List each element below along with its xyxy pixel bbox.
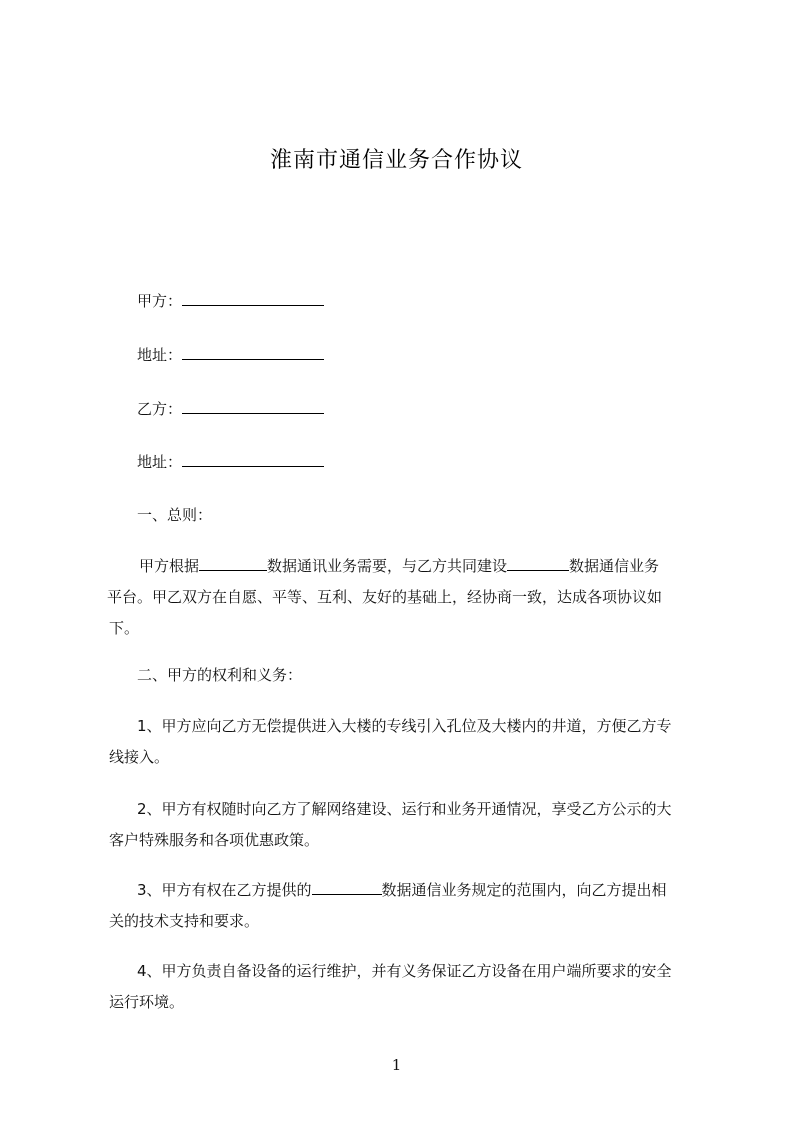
item3-line-2: 关的技术支持和要求。 — [109, 912, 260, 930]
section-party-a-heading: 二、甲方的权利和义务： — [137, 666, 303, 684]
party-a-item-3 — [107, 875, 713, 937]
item1-line-1: 1、甲方应向乙方无偿提供进入大楼的专线引入孔位及大楼内的井道，方便乙方专 — [137, 717, 672, 735]
party-a-blank[interactable] — [182, 291, 324, 306]
party-b-blank[interactable] — [182, 399, 324, 414]
party-a-label: 甲方： — [137, 292, 183, 310]
party-b-address-field — [137, 452, 324, 472]
party-a-address-label: 地址： — [137, 346, 183, 364]
general-text-a: 甲方根据 — [139, 557, 200, 575]
party-b-field — [137, 399, 324, 419]
party-a-address-field — [137, 345, 324, 365]
item1-line-2: 线接入。 — [109, 748, 170, 766]
party-b-label: 乙方： — [137, 400, 183, 418]
item4-line-1: 4、甲方负责自备设备的运行维护，并有义务保证乙方设备在用户端所要求的安全 — [137, 962, 672, 980]
document-title: 淮南市通信业务合作协议 — [269, 148, 523, 173]
item3-line-1 — [107, 875, 713, 906]
general-line-2: 平台。甲乙双方在自愿、平等、互利、友好的基础上，经协商一致，达成各项协议如 — [107, 588, 663, 606]
party-b-address-blank[interactable] — [182, 452, 324, 467]
item3-blank[interactable] — [312, 880, 382, 895]
item3-text-b: 数据通信业务规定的范围内，向乙方提出相 — [381, 881, 667, 899]
party-a-item-4 — [107, 956, 713, 1018]
general-text-c: 数据通信业务 — [569, 557, 660, 575]
item4-line-2: 运行环境。 — [109, 993, 185, 1011]
section-general-heading: 一、总则： — [137, 506, 213, 524]
item3-text-a: 3、甲方有权在乙方提供的 — [137, 881, 312, 899]
party-b-address-label: 地址： — [137, 453, 183, 471]
general-blank-2[interactable] — [507, 556, 569, 571]
general-blank-1[interactable] — [199, 556, 267, 571]
section-general-paragraph — [107, 551, 713, 644]
party-a-item-2 — [107, 794, 713, 856]
general-line-1 — [107, 551, 713, 582]
party-a-field — [137, 291, 324, 311]
party-a-item-1 — [107, 711, 713, 773]
general-line-3: 下。 — [109, 619, 140, 637]
general-text-b: 数据通讯业务需要，与乙方共同建设 — [267, 557, 508, 575]
page-number: 1 — [391, 1056, 402, 1074]
item2-line-2: 客户特殊服务和各项优惠政策。 — [109, 831, 320, 849]
item2-line-1: 2、甲方有权随时向乙方了解网络建设、运行和业务开通情况，享受乙方公示的大 — [137, 800, 672, 818]
party-a-address-blank[interactable] — [182, 345, 324, 360]
